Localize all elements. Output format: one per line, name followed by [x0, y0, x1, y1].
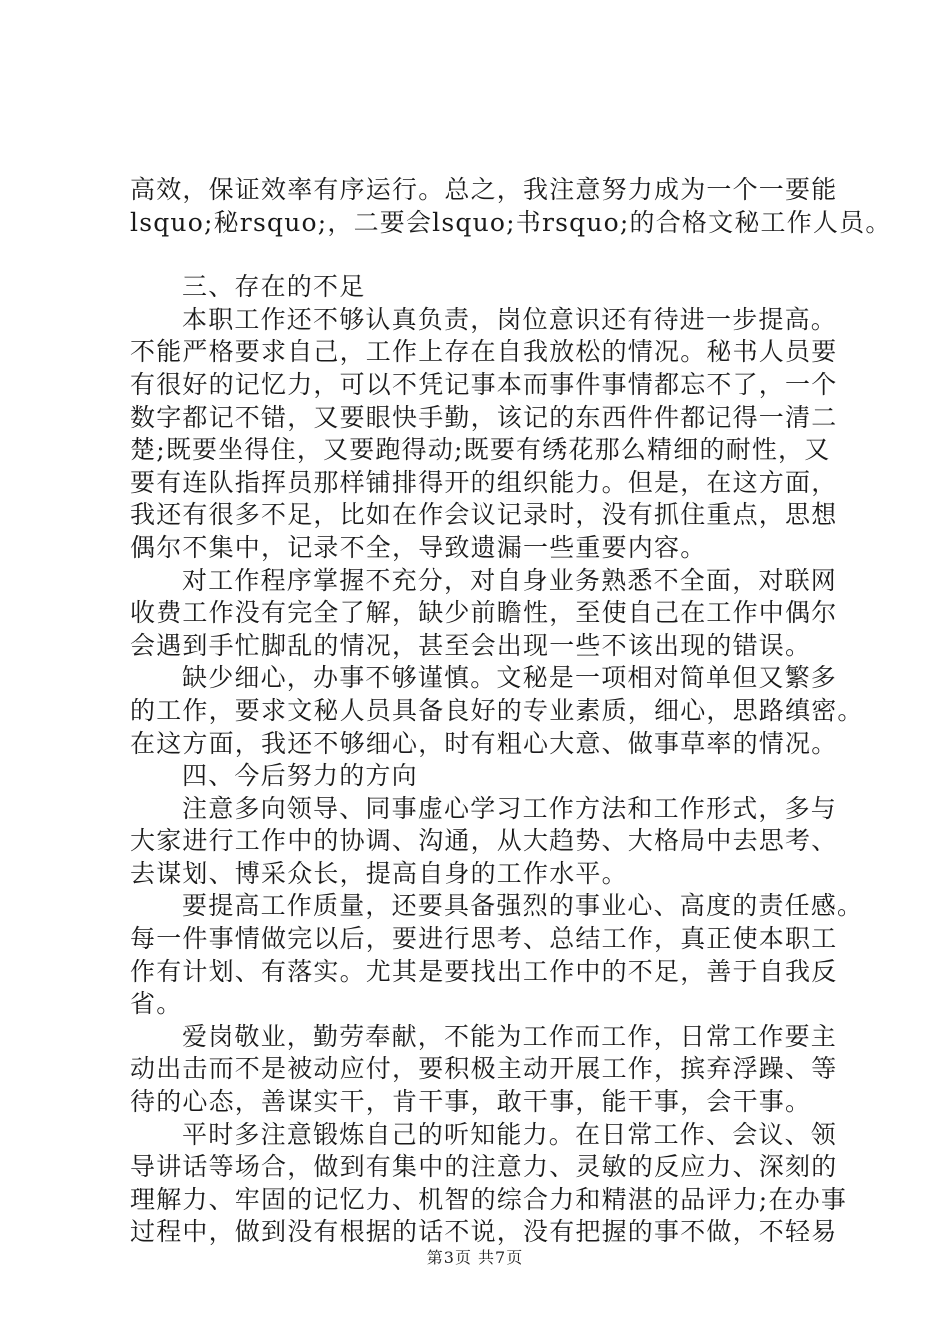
text-line: 不能严格要求自己，工作上存在自我放松的情况。秘书人员要 [130, 337, 838, 367]
text-line: 过程中，做到没有根据的话不说，没有把握的事不做，不轻易 [130, 1217, 838, 1247]
text-line: lsquo;秘rsquo;，二要会lsquo;书rsquo;的合格文秘工作人员。 [130, 207, 892, 237]
text-line: 的工作，要求文秘人员具备良好的专业素质，细心，思路缜密。 [130, 695, 864, 725]
text-line: 大家进行工作中的协调、沟通，从大趋势、大格局中去思考、 [130, 826, 838, 856]
text-line: 会遇到手忙脚乱的情况，甚至会出现一些不该出现的错误。 [130, 630, 812, 660]
text-line: 数字都记不错，又要眼快手勤，该记的东西件件都记得一清二 [130, 402, 838, 432]
document-body [130, 174, 892, 1249]
text-line: 省。 [130, 989, 183, 1019]
text-line: 要提高工作质量，还要具备强烈的事业心、高度的责任感。 [182, 891, 864, 921]
text-line: 四、今后努力的方向 [182, 761, 418, 791]
text-line: 待的心态，善谋实干，肯干事，敢干事，能干事，会干事。 [130, 1087, 812, 1117]
text-line: 对工作程序掌握不充分，对自身业务熟悉不全面，对联网 [182, 565, 838, 595]
text-line: 要有连队指挥员那样铺排得开的组织能力。但是，在这方面， [130, 467, 838, 497]
text-line: 三、存在的不足 [182, 272, 366, 302]
text-line: 作有计划、有落实。尤其是要找出工作中的不足，善于自我反 [130, 956, 838, 986]
text-line: 有很好的记忆力，可以不凭记事本而事件事情都忘不了，一个 [130, 369, 838, 399]
text-line: 高效，保证效率有序运行。总之，我注意努力成为一个一要能 [130, 175, 838, 204]
page-footer: 第3页 共7页 [426, 1248, 524, 1267]
text-line: 注意多向领导、同事虚心学习工作方法和工作形式，多与 [182, 793, 838, 823]
text-line: 收费工作没有完全了解，缺少前瞻性，至使自己在工作中偶尔 [130, 598, 838, 628]
text-line: 导讲话等场合，做到有集中的注意力、灵敏的反应力、深刻的 [130, 1152, 838, 1182]
text-line: 动出击而不是被动应付，要积极主动开展工作，摈弃浮躁、等 [130, 1054, 838, 1084]
text-line: 在这方面，我还不够细心，时有粗心大意、做事草率的情况。 [130, 728, 838, 758]
text-line: 缺少细心，办事不够谨慎。文秘是一项相对简单但又繁多 [182, 663, 838, 693]
text-line: 本职工作还不够认真负责，岗位意识还有待进一步提高。 [182, 304, 838, 334]
text-line: 爱岗敬业，勤劳奉献，不能为工作而工作，日常工作要主 [182, 1021, 838, 1051]
text-line: 楚;既要坐得住，又要跑得动;既要有绣花那么精细的耐性，又 [130, 435, 831, 465]
text-line: 平时多注意锻炼自己的听知能力。在日常工作、会议、领 [182, 1119, 838, 1149]
text-line: 去谋划、博采众长，提高自身的工作水平。 [130, 858, 628, 888]
text-line: 每一件事情做完以后，要进行思考、总结工作，真正使本职工 [130, 924, 838, 954]
paragraph-gap [130, 239, 842, 271]
text-line: 偶尔不集中，记录不全，导致遗漏一些重要内容。 [130, 532, 707, 562]
text-line: 我还有很多不足，比如在作会议记录时，没有抓住重点，思想 [130, 500, 838, 530]
text-line: 理解力、牢固的记忆力、机智的综合力和精湛的品评力;在办事 [130, 1184, 848, 1214]
